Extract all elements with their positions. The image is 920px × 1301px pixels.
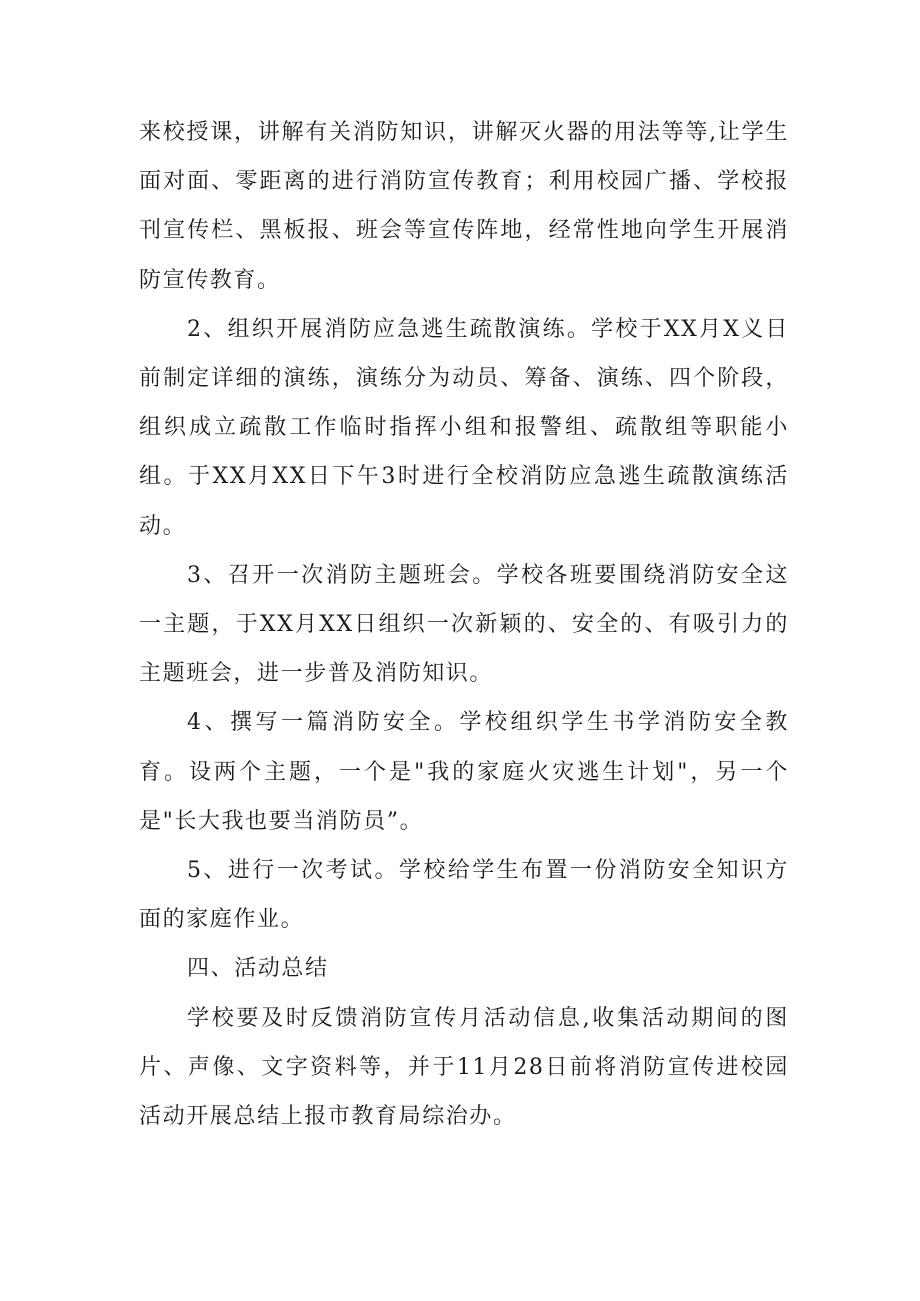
paragraph-item-5: 5、进行一次考试。学校给学生布置一份消防安全知识方面的家庭作业。 bbox=[139, 858, 789, 933]
paragraph-continuation: 来校授课，讲解有关消防知识，讲解灭火器的用法等等,让学生面对面、零距离的进行消防宣传教育；利用校园广播、学校报刊宣传栏、黑板报、班会等宣传阵地，经常性地向学生开展消防宣传教育。 bbox=[139, 120, 789, 293]
section-heading-summary: 四、活动总结 bbox=[187, 956, 329, 982]
paragraph-item-4: 4、撰写一篇消防安全。学校组织学生书学消防安全教育。设两个主题，一个是"我的家庭火灾逃生计划"，另一个是"长大我也要当消防员”。 bbox=[139, 710, 789, 834]
document-body bbox=[139, 108, 789, 1141]
paragraph-item-2: 2、组织开展消防应急逃生疏散演练。学校于XX月X义日前制定详细的演练，演练分为动员、筹备、演练、四个阶段，组织成立疏散工作临时指挥小组和报警组、疏散组等职能小组。于XX月XX日下午3时进行全校消防应急逃生疏散演练活动。 bbox=[139, 316, 789, 539]
paragraph-summary: 学校要及时反馈消防宣传月活动信息,收集活动期间的图片、声像、文字资料等，并于11月28日前将消防宣传进校园活动开展总结上报市教育局综治办。 bbox=[139, 1005, 789, 1130]
paragraph-item-3: 3、召开一次消防主题班会。学校各班要围绕消防安全这一主题，于XX月XX日组织一次新颖的、安全的、有吸引力的主题班会，进一步普及消防知识。 bbox=[139, 562, 789, 687]
